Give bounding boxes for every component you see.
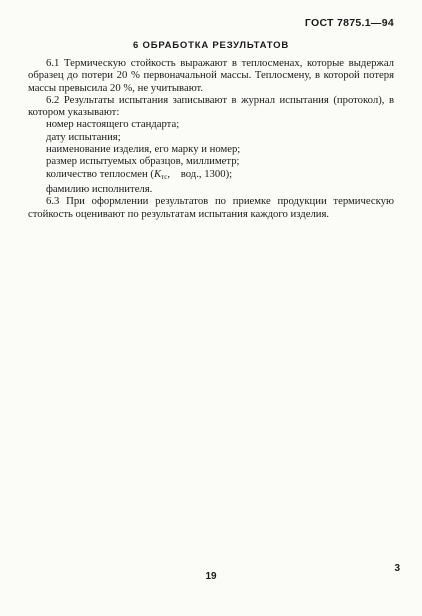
formula-subscript: тс: [161, 172, 168, 181]
list-item: дату испытания;: [46, 130, 121, 143]
list-item-text: , вод., 1300);: [167, 167, 233, 180]
list-item: размер испытуемых образцов, миллиметр;: [46, 155, 240, 168]
section-title: 6 ОБРАБОТКА РЕЗУЛЬТАТОВ: [133, 40, 289, 51]
paragraph-6-3: 6.3 При оформлении результатов по приемке продукции термическую стойкость оценивают по результатам испытания каждого изделия.: [28, 195, 394, 220]
list-item: наименование изделия, его марку и номер;: [46, 143, 241, 156]
list-item: фамилию исполнителя.: [46, 182, 153, 195]
page-number: 19: [205, 571, 217, 582]
paragraph-6-2: 6.2 Результаты испытания записывают в журнал испытания (протокол), в котором указывают:: [28, 93, 394, 119]
formula-symbol: K: [153, 167, 162, 180]
paragraph-6-1: 6.1 Термическую стойкость выражают в теплосменах, которые выдержал образец до потери 20 % первоначальной массы. Теплосмену, в которой потеря массы превысила 20 %, не учитывают.: [28, 57, 394, 94]
list-item: номер настоящего стандарта;: [46, 118, 180, 131]
list-item-text: количество теплосмен (: [46, 167, 154, 180]
corner-page-number: 3: [394, 563, 400, 574]
document-body: [28, 57, 394, 220]
standard-code: ГОСТ 7875.1—94: [304, 17, 394, 29]
list-item-formula: [28, 168, 394, 183]
